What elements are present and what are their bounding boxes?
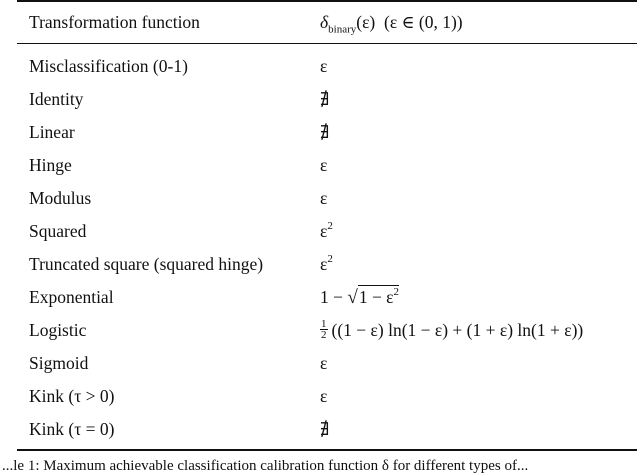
row-value: ε <box>320 353 328 373</box>
row-name: Kink (τ > 0) <box>29 386 115 406</box>
header-transformation-function: Transformation function <box>29 12 200 32</box>
row-name: Hinge <box>29 155 72 175</box>
row-name: Exponential <box>29 287 114 307</box>
row-value: ∄ <box>320 122 330 142</box>
row-name: Misclassification (0-1) <box>29 56 188 76</box>
delta-subscript: binary <box>328 23 357 36</box>
row-name: Linear <box>29 122 75 142</box>
row-value: $\varepsilon^2$ <box>320 253 333 274</box>
row-value: ε <box>320 386 328 406</box>
row-value: $\frac{1}{2}$ ((1 − ε) ln(1 − ε) + (1 + ε) ln(1 + ε)) <box>321 318 584 342</box>
table-caption: ...le 1: Maximum achievable classification calibration function δ for different types of... <box>2 458 529 474</box>
row-name: Logistic <box>29 320 87 340</box>
row-name: Truncated square (squared hinge) <box>29 254 264 274</box>
row-value: $\varepsilon^2$ <box>320 220 333 241</box>
radical-sign-icon: √ <box>347 287 358 308</box>
fraction: $\frac{1}{2}$ <box>321 318 327 342</box>
table-bottom-rule <box>17 449 637 451</box>
delta-condition: (ε ∈ (0, 1)) <box>384 12 463 32</box>
row-value: ∄ <box>320 89 330 109</box>
header-delta-binary <box>320 12 463 36</box>
row-name: Kink (τ = 0) <box>29 419 115 439</box>
table-header-rule <box>17 43 637 44</box>
row-value: ∄ <box>320 419 330 439</box>
row-name: Sigmoid <box>29 353 89 373</box>
row-name: Squared <box>29 221 87 241</box>
row-value: ε <box>320 56 328 76</box>
table-top-rule <box>17 0 637 2</box>
row-value: $1 - √1 - \varepsilon^2$ <box>320 286 400 308</box>
row-value: ε <box>320 188 328 208</box>
delta-arg: (ε) <box>356 12 376 32</box>
row-value: ε <box>320 155 328 175</box>
square-root: $√1 - \varepsilon^2$ <box>347 286 400 308</box>
row-name: Identity <box>29 89 84 109</box>
delta-symbol: δ <box>320 12 329 32</box>
row-name: Modulus <box>29 188 92 208</box>
